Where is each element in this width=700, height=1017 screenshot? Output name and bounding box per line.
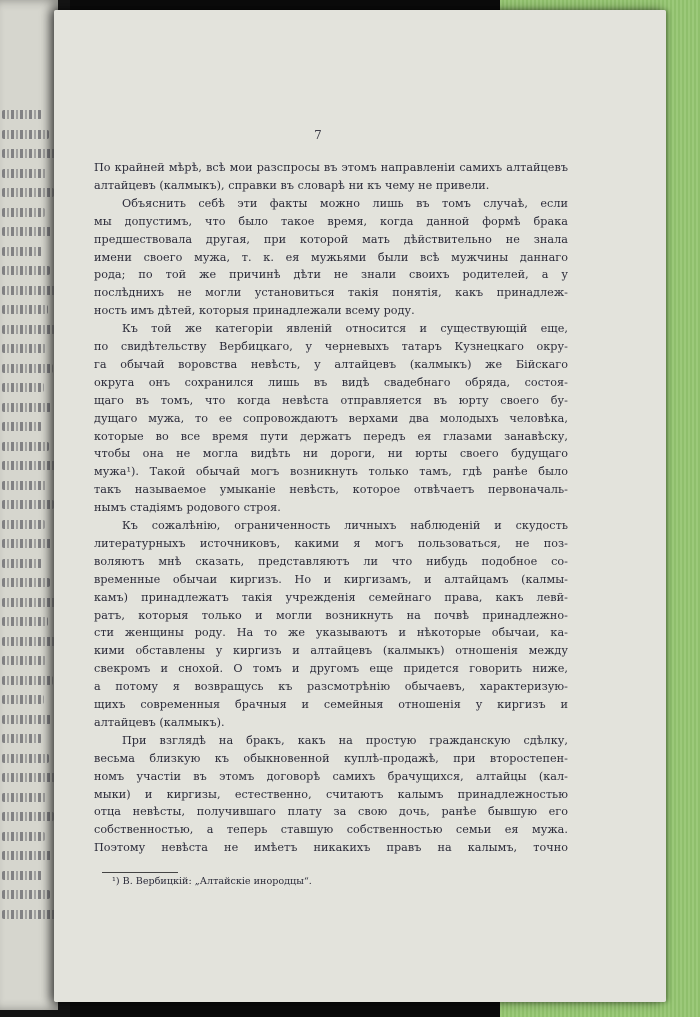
left-page-text-fragment — [2, 500, 54, 509]
left-page-text-fragment — [2, 422, 42, 431]
left-page-text-fragment — [2, 364, 53, 373]
text-line: Къ той же категоріи явленій относится и существующій еще, — [122, 322, 568, 336]
text-line: Поэтому невѣста не имѣетъ никакихъ правъ на калымъ, точно — [94, 841, 568, 855]
left-page-text-fragment — [2, 637, 55, 646]
text-line: собственностью, а теперь ставшую собственностью семьи ея мужа. — [94, 823, 568, 837]
text-line: округа онъ сохранился лишь въ видѣ свадебнаго обряда, состоя- — [94, 375, 568, 389]
book-page — [54, 10, 666, 1002]
text-line: При взглядѣ на бракъ, какъ на простую гражданскую сдѣлку, — [122, 733, 568, 747]
text-line: сти женщины роду. На то же указываютъ и нѣкоторые обычаи, ка- — [94, 626, 568, 640]
text-line: алтайцевъ (калмыкъ), справки въ словарѣ ни къ чему не привели. — [94, 178, 490, 192]
text-line: по свидѣтельству Вербицкаго, у черневыхъ татаръ Кузнецкаго окру- — [94, 340, 568, 353]
text-line: нымъ стадіямъ родового строя. — [94, 501, 281, 515]
left-page-text-fragment — [2, 325, 55, 334]
left-page-text-fragment — [2, 890, 50, 899]
left-page-text-fragment — [2, 344, 46, 353]
left-page-text-fragment — [2, 793, 47, 802]
text-line: послѣднихъ не могли установиться такія понятія, какъ принадлеж- — [94, 286, 568, 300]
left-page-text-fragment — [2, 149, 56, 158]
left-page-text-fragment — [2, 227, 52, 236]
left-page-text-fragment — [2, 520, 45, 529]
footnote-rule — [102, 872, 178, 873]
left-page-text-fragment — [2, 910, 57, 919]
text-line: а потому я возвращусь къ разсмотрѣнію обычаевъ, характеризую- — [94, 680, 568, 694]
text-line: номъ участіи въ этомъ договорѣ самихъ брачущихся, алтайцы (кал- — [94, 769, 568, 783]
left-page-text-fragment — [2, 188, 54, 197]
left-page-text-fragment — [2, 773, 56, 782]
left-page-text-fragment — [2, 442, 49, 451]
text-line: весьма близкую къ обыкновенной куплѣ-продажѣ, при второстепен- — [94, 751, 568, 765]
text-line: свекромъ и снохой. О томъ и другомъ еще придется говорить ниже, — [94, 662, 568, 676]
left-page-text-fragment — [2, 559, 43, 568]
left-page-text-fragment — [2, 169, 47, 178]
left-page-text-fragment — [2, 695, 44, 704]
text-line: литературныхъ источниковъ, какими я могъ пользоваться, не поз- — [94, 536, 568, 550]
text-line: мыки) и киргизы, естественно, считаютъ калымъ принадлежностью — [94, 787, 568, 801]
text-line: имени своего мужа, т. к. ея мужьями были всѣ мужчины даннаго — [94, 250, 568, 264]
left-page-text-fragment — [2, 617, 48, 626]
left-page-text-fragment — [2, 110, 42, 119]
text-line: ратъ, которыя только и могли возникнуть на почвѣ принадлежно- — [94, 608, 568, 622]
text-line: ность имъ дѣтей, которыя принадлежали всему роду. — [94, 304, 415, 318]
text-line: камъ) принадлежатъ такія учрежденія семейнаго права, какъ левй- — [94, 590, 568, 604]
left-page-text-fragment — [2, 578, 50, 587]
text-line: Къ сожалѣнію, ограниченность личныхъ наблюденій и скудость — [122, 519, 568, 532]
text-line: щихъ современныя брачныя и семейныя отношенія у киргизъ и — [94, 698, 568, 711]
text-line: чтобы она не могла видѣть ни дороги, ни юрты своего будущаго — [94, 447, 568, 461]
text-line: воляютъ мнѣ сказать, представляютъ ли что нибудь подобное со- — [94, 554, 568, 568]
text-line: предшествовала другая, при которой мать дѣйствительно не знала — [94, 232, 568, 246]
left-page-text-fragment — [2, 403, 51, 412]
left-page-text-fragment — [2, 305, 48, 314]
left-page-text-fragment — [2, 266, 50, 275]
text-line: щаго въ томъ, что когда невѣста отправляется въ юрту своего бу- — [94, 393, 568, 407]
left-page-text-fragment — [2, 754, 49, 763]
text-line: которые во все время пути держатъ передъ ея глазами занавѣску, — [94, 429, 568, 443]
left-page-text-fragment — [2, 851, 52, 860]
text-line: Объяснить себѣ эти факты можно лишь въ томъ случаѣ, если — [122, 196, 568, 210]
text-line: кими обставлены у киргизъ и алтайцевъ (калмыкъ) отношенія между — [94, 644, 568, 658]
text-line: алтайцевъ (калмыкъ). — [94, 715, 225, 729]
left-page-text-fragment — [2, 539, 52, 548]
text-line: мы допустимъ, что было такое время, когда данной формѣ брака — [94, 214, 568, 228]
left-page-text-fragment — [2, 656, 46, 665]
text-line: дущаго мужа, то ее сопровождаютъ верхами два молодыхъ человѣка, — [94, 411, 568, 425]
left-page-edge — [0, 0, 58, 1010]
left-page-text-fragment — [2, 286, 57, 295]
text-line: отца невѣсты, получившаго плату за свою дочь, ранѣе бывшую его — [94, 805, 568, 819]
page-number: 7 — [314, 128, 322, 142]
left-page-text-fragment — [2, 208, 45, 217]
footnote: ¹) В. Вербицкій: „Алтайскіе инородцы“. — [112, 876, 312, 887]
left-page-text-fragment — [2, 598, 57, 607]
text-line: рода; по той же причинѣ дѣти не знали своихъ родителей, а у — [94, 268, 568, 282]
left-page-text-fragment — [2, 871, 43, 880]
left-page-text-fragment — [2, 247, 43, 256]
left-page-text-fragment — [2, 383, 44, 392]
text-line: временные обычаи киргизъ. Но и киргизамъ, и алтайцамъ (калмы- — [94, 572, 568, 586]
left-page-text-fragment — [2, 481, 47, 490]
text-line: мужа¹). Такой обычай могъ возникнуть только тамъ, гдѣ ранѣе было — [94, 465, 568, 479]
text-line: По крайней мѣрѣ, всѣ мои разспросы въ этомъ направленіи самихъ алтайцевъ — [94, 161, 568, 174]
left-page-text-fragment — [2, 734, 42, 743]
left-page-text-fragment — [2, 715, 51, 724]
left-page-text-fragment — [2, 461, 56, 470]
text-line: га обычай воровства невѣсть, у алтайцевъ (калмыкъ) же Бійскаго — [94, 357, 568, 371]
left-page-text-fragment — [2, 676, 53, 685]
text-line: такъ называемое умыканіе невѣсть, которое отвѣчаетъ первоначаль- — [94, 483, 568, 497]
left-page-text-fragment — [2, 812, 54, 821]
left-page-text-fragment — [2, 832, 45, 841]
left-page-text-fragment — [2, 130, 49, 139]
